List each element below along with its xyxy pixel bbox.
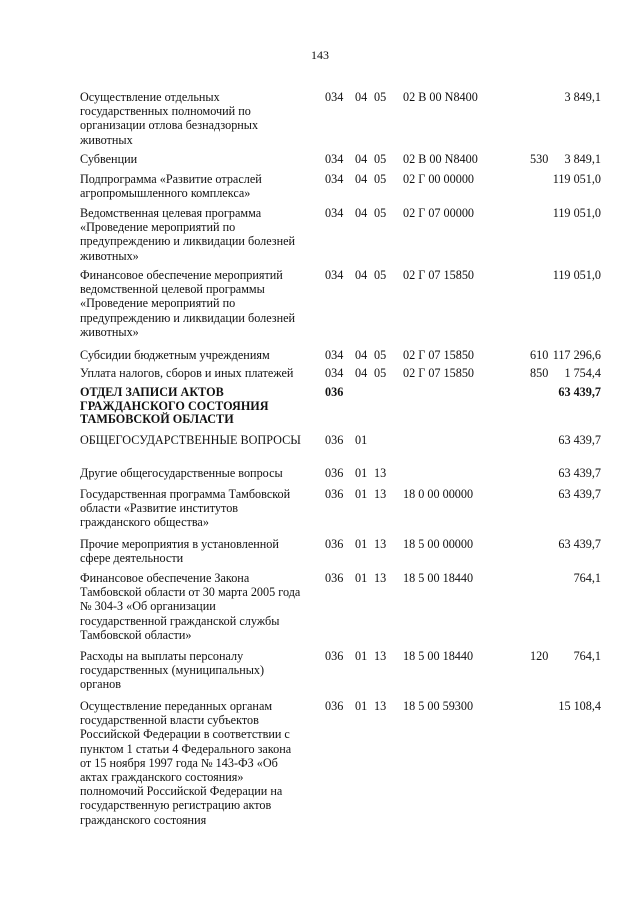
row-amount: 119 051,0 — [552, 268, 601, 282]
row-name: Субвенции — [80, 152, 138, 166]
row-target-article: 18 5 00 00000 — [403, 537, 474, 551]
row-expense-type: 120 — [530, 649, 549, 663]
row-section-code: 04 — [355, 366, 368, 380]
row-ved-code: 034 — [325, 206, 344, 220]
row-name: Расходы на выплаты персоналу государственных (муниципальных) органов — [80, 649, 265, 692]
row-subsection-code: 13 — [374, 487, 387, 501]
row-section-code: 04 — [355, 348, 368, 362]
row-name: Прочие мероприятия в установленной сфере деятельности — [80, 537, 279, 566]
row-expense-type: 610 — [530, 348, 549, 362]
row-name: Осуществление переданных органам государственной власти субъектов Российской Федерации в соответствии с пунктом 1 статьи 4 Федерального закона от 15 ноября 1997 года № 143-ФЗ «Об актах гражданского состояния» полномочий Российской Федерации на государственную регистрацию актов гражданского состояния — [80, 699, 292, 827]
row-amount: 3 849,1 — [564, 152, 601, 166]
row-subsection-code: 13 — [374, 649, 387, 663]
row-amount: 63 439,7 — [558, 537, 601, 551]
row-ved-code: 034 — [325, 348, 344, 362]
row-ved-code: 036 — [325, 385, 344, 399]
row-target-article: 18 5 00 18440 — [403, 571, 474, 585]
row-subsection-code: 05 — [374, 268, 387, 282]
row-section-code: 01 — [355, 699, 368, 713]
row-target-article: 02 Г 07 15850 — [403, 366, 475, 380]
row-expense-type: 850 — [530, 366, 549, 380]
row-amount: 63 439,7 — [558, 466, 601, 480]
row-amount: 63 439,7 — [558, 433, 601, 447]
row-ved-code: 036 — [325, 537, 344, 551]
row-target-article: 02 Г 07 00000 — [403, 206, 475, 220]
row-subsection-code: 05 — [374, 172, 387, 186]
row-target-article: 18 0 00 00000 — [403, 487, 474, 501]
row-ved-code: 036 — [325, 487, 344, 501]
row-name: ОТДЕЛ ЗАПИСИ АКТОВ ГРАЖДАНСКОГО СОСТОЯНИЯ ТАМБОВСКОЙ ОБЛАСТИ — [80, 385, 269, 426]
row-subsection-code: 05 — [374, 152, 387, 166]
row-amount: 119 051,0 — [552, 206, 601, 220]
row-amount: 119 051,0 — [552, 172, 601, 186]
row-section-code: 01 — [355, 433, 368, 447]
row-ved-code: 034 — [325, 172, 344, 186]
row-subsection-code: 05 — [374, 90, 387, 104]
row-section-code: 04 — [355, 90, 368, 104]
row-name: Осуществление отдельных государственных полномочий по организации отлова безнадзорных животных — [80, 90, 259, 147]
row-section-code: 01 — [355, 466, 368, 480]
row-target-article: 02 Г 07 15850 — [403, 348, 475, 362]
row-target-article: 02 В 00 N8400 — [403, 90, 478, 104]
row-name: Финансовое обеспечение Закона Тамбовской области от 30 марта 2005 года № 304-З «Об организации государственной гражданской службы Тамбовской области» — [80, 571, 301, 642]
row-section-code: 04 — [355, 172, 368, 186]
row-name: Государственная программа Тамбовской области «Развитие институтов гражданского общества» — [80, 487, 291, 530]
row-section-code: 01 — [355, 571, 368, 585]
row-ved-code: 036 — [325, 571, 344, 585]
row-name: Ведомственная целевая программа «Проведение мероприятий по предупреждению и ликвидации болезней животных» — [80, 206, 296, 263]
row-name: Подпрограмма «Развитие отраслей агропромышленного комплекса» — [80, 172, 262, 201]
row-ved-code: 036 — [325, 699, 344, 713]
row-target-article: 02 Г 00 00000 — [403, 172, 475, 186]
row-amount: 117 296,6 — [552, 348, 601, 362]
row-target-article: 02 Г 07 15850 — [403, 268, 475, 282]
row-section-code: 04 — [355, 268, 368, 282]
row-amount: 1 754,4 — [564, 366, 601, 380]
row-amount: 63 439,7 — [558, 385, 601, 399]
row-expense-type: 530 — [530, 152, 549, 166]
row-ved-code: 036 — [325, 433, 344, 447]
row-subsection-code: 13 — [374, 699, 387, 713]
row-ved-code: 034 — [325, 366, 344, 380]
row-name: Финансовое обеспечение мероприятий ведомственной целевой программы «Проведение мероприятий по предупреждению и ликвидации болезней животных» — [80, 268, 296, 339]
row-ved-code: 034 — [325, 152, 344, 166]
row-ved-code: 034 — [325, 268, 344, 282]
row-amount: 15 108,4 — [558, 699, 601, 713]
row-section-code: 01 — [355, 537, 368, 551]
row-name: Уплата налогов, сборов и иных платежей — [80, 366, 294, 380]
row-ved-code: 034 — [325, 90, 344, 104]
row-name: Субсидии бюджетным учреждениям — [80, 348, 270, 362]
row-amount: 63 439,7 — [558, 487, 601, 501]
row-subsection-code: 13 — [374, 466, 387, 480]
row-amount: 3 849,1 — [564, 90, 601, 104]
row-ved-code: 036 — [325, 649, 344, 663]
row-ved-code: 036 — [325, 466, 344, 480]
row-section-code: 04 — [355, 206, 368, 220]
row-subsection-code: 13 — [374, 537, 387, 551]
row-subsection-code: 13 — [374, 571, 387, 585]
row-section-code: 01 — [355, 487, 368, 501]
row-subsection-code: 05 — [374, 348, 387, 362]
row-section-code: 01 — [355, 649, 368, 663]
row-subsection-code: 05 — [374, 206, 387, 220]
row-target-article: 02 В 00 N8400 — [403, 152, 478, 166]
row-name: ОБЩЕГОСУДАРСТВЕННЫЕ ВОПРОСЫ — [80, 433, 301, 447]
row-amount: 764,1 — [573, 571, 601, 585]
row-name: Другие общегосударственные вопросы — [80, 466, 283, 480]
row-section-code: 04 — [355, 152, 368, 166]
row-target-article: 18 5 00 18440 — [403, 649, 474, 663]
row-amount: 764,1 — [573, 649, 601, 663]
row-target-article: 18 5 00 59300 — [403, 699, 474, 713]
page-number: 143 — [311, 48, 329, 62]
row-subsection-code: 05 — [374, 366, 387, 380]
